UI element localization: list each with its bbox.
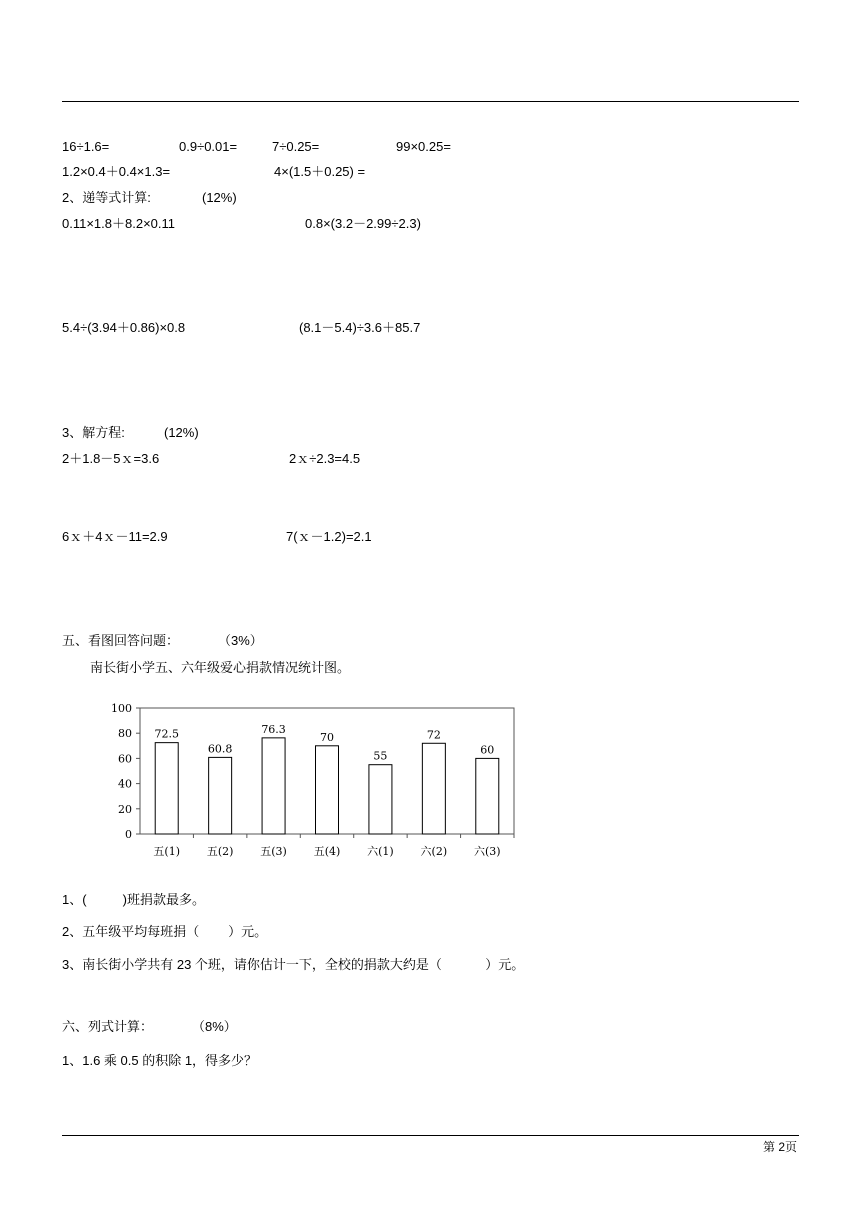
part3-item-1: 2＋1.8－5ｘ=3.6: [62, 451, 160, 466]
y-tick-label: 40: [118, 777, 132, 791]
part2-item-3: 5.4÷(3.94＋0.86)×0.8: [62, 320, 186, 335]
donation-bar-chart: [108, 698, 518, 863]
bar: [155, 743, 178, 834]
bar-value-label: 76.3: [261, 722, 286, 736]
x-category-label: 六(3): [473, 845, 501, 858]
x-category-label: 六(1): [367, 845, 394, 858]
oral-item-4: 99×0.25=: [396, 139, 451, 154]
part2-item-4: (8.1－5.4)÷3.6＋85.7: [299, 320, 421, 335]
part3-item-3: 6ｘ＋4ｘ－11=2.9: [62, 529, 168, 544]
bar: [476, 758, 499, 834]
section6-title: 六、列式计算：: [62, 1019, 154, 1034]
bar-value-label: 60: [480, 743, 495, 757]
footer-rule: [62, 1135, 799, 1136]
bar: [262, 738, 285, 834]
x-category-label: 五(4): [313, 845, 341, 858]
x-category-label: 五(3): [260, 845, 287, 858]
y-tick-label: 60: [118, 752, 132, 766]
oral-item-1: 16÷1.6=: [62, 139, 110, 154]
bar-value-label: 70: [320, 730, 334, 744]
bar-value-label: 72: [426, 728, 441, 742]
oral-item-3: 7÷0.25=: [272, 139, 320, 154]
chart-caption: 南长街小学五、六年级爱心捐款情况统计图。: [90, 660, 351, 675]
y-tick-label: 80: [118, 727, 132, 741]
part3-score: (12%): [164, 425, 199, 440]
oral-item-6: 4×(1.5＋0.25) =: [274, 164, 366, 179]
x-category-label: 五(2): [206, 845, 234, 858]
bar-value-label: 60.8: [207, 742, 233, 756]
part2-title: 2、递等式计算:: [62, 190, 151, 205]
question-2: 2、五年级平均每班捐（ ）元。: [62, 924, 268, 939]
part3-item-4: 7(ｘ－1.2)=2.1: [286, 529, 372, 544]
header-rule: [62, 101, 799, 102]
x-category-label: 五(1): [153, 845, 181, 858]
oral-item-2: 0.9÷0.01=: [179, 139, 238, 154]
section6-score: （8%）: [192, 1019, 237, 1034]
part2-item-1: 0.11×1.8＋8.2×0.11: [62, 216, 176, 231]
part3-item-2: 2ｘ÷2.3=4.5: [289, 451, 361, 466]
bar: [209, 757, 232, 834]
part2-score: (12%): [202, 190, 237, 205]
section5-score: （3%）: [218, 633, 263, 648]
y-tick-label: 20: [118, 802, 132, 816]
section5-title: 五、看图回答问题：: [62, 633, 180, 648]
question-3: 3、南长街小学共有 23 个班，请你估计一下，全校的捐款大约是（ ）元。: [62, 957, 525, 972]
x-category-label: 六(2): [420, 845, 448, 858]
bar: [422, 743, 445, 834]
page-number: 第 2页: [763, 1140, 798, 1154]
section6-question-1: 1、1.6 乘 0.5 的积除 1，得多少？: [62, 1053, 258, 1068]
question-1: 1、( )班捐款最多。: [62, 892, 206, 907]
y-tick-label: 0: [125, 828, 132, 841]
oral-item-5: 1.2×0.4＋0.4×1.3=: [62, 164, 171, 179]
bar: [369, 765, 392, 834]
bar: [316, 746, 339, 834]
bar-value-label: 55: [373, 749, 388, 763]
bar-value-label: 72.5: [154, 727, 179, 741]
part3-title: 3、解方程:: [62, 425, 125, 440]
y-tick-label: 100: [111, 702, 132, 715]
part2-item-2: 0.8×(3.2－2.99÷2.3): [305, 216, 421, 231]
